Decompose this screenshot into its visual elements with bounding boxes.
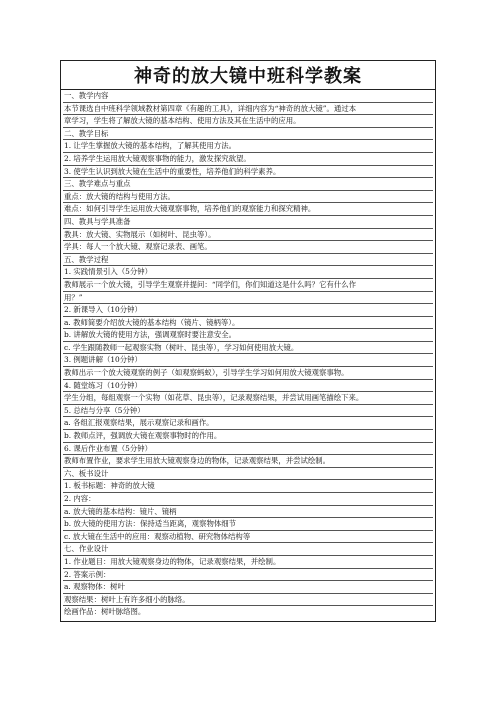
content-line: 6. 课后作业布置（5分钟）: [63, 443, 433, 456]
content-line: 3. 例题讲解（10分钟）: [63, 354, 433, 367]
content-line: 教师出示一个放大镜观察的例子（如观察蚂蚁），引导学生学习如何用放大镜观察事物。: [63, 367, 433, 380]
content-line: 学生分组，每组观察一个实物（如花草、昆虫等），记录观察结果，并尝试用画笔描绘下来。: [63, 392, 433, 405]
content-line: 教师布置作业，要求学生用放大镜观察身边的物体，记录观察结果，并尝试绘制。: [63, 455, 433, 468]
content-line: 3. 使学生认识到放大镜在生活中的重要性，培养他们的科学素养。: [63, 166, 433, 179]
content-line: 章学习，学生将了解放大镜的基本结构、使用方法及其在生活中的应用。: [63, 115, 433, 128]
content-line: 本节课选自中班科学领域教材第四章《有趣的工具》，详细内容为“神奇的放大镜”。通过本: [63, 103, 433, 116]
content-line: c. 学生跟随教师一起观察实物（树叶、昆虫等），学习如何使用放大镜。: [63, 342, 433, 355]
content-line: 四、教具与学具准备: [63, 216, 433, 229]
content-line: 五、教学过程: [63, 254, 433, 267]
content-line: a. 观察物体：树叶: [63, 581, 433, 594]
content-line: 1. 板书标题：神奇的放大镜: [63, 480, 433, 493]
content-line: b. 放大镜的使用方法：保持适当距离，观察物体细节: [63, 518, 433, 531]
content-line: b. 教师点评，强调放大镜在观察事物时的作用。: [63, 430, 433, 443]
content-line: b. 讲解放大镜的使用方法，强调观察时要注意安全。: [63, 329, 433, 342]
content-line: 七、作业设计: [63, 543, 433, 556]
content-line: a. 教师简要介绍放大镜的基本结构（镜片、镜柄等）。: [63, 317, 433, 330]
content-line: 绘画作品：树叶脉络图。: [64, 607, 146, 617]
page-title: 神奇的放大镜中班科学教案: [134, 66, 362, 87]
content-line: 六、板书设计: [63, 468, 433, 481]
content-line: 教师展示一个放大镜，引导学生观察并提问：“同学们，你们知道这是什么吗？它有什么作: [63, 279, 433, 292]
content-line: 1. 实践情景引入（5分钟）: [63, 266, 433, 279]
content-line: 三、教学难点与重点: [63, 178, 433, 191]
lesson-content: [61, 90, 435, 621]
content-line: 2. 培养学生运用放大镜观察事物的能力，激发探究欲望。: [63, 153, 433, 166]
content-line: a. 各组汇报观察结果，展示观察记录和画作。: [63, 417, 433, 430]
content-line: 学具：每人一个放大镜、观察记录表、画笔。: [63, 241, 433, 254]
content-line: 难点：如何引导学生运用放大镜观察事物，培养他们的观察能力和探究精神。: [63, 203, 433, 216]
content-line: 2. 内容：: [63, 493, 433, 506]
content-line: 4. 随堂练习（10分钟）: [63, 380, 433, 393]
content-line: c. 放大镜在生活中的应用：观察动植物、研究物体结构等: [63, 531, 433, 544]
content-line: 一、教学内容: [63, 90, 433, 103]
content-line: 5. 总结与分享（5分钟）: [63, 405, 433, 418]
content-line: a. 放大镜的基本结构：镜片、镜柄: [63, 506, 433, 519]
content-line: 1. 作业题目：用放大镜观察身边的物体，记录观察结果，并绘制。: [63, 556, 433, 569]
content-line: 2. 答案示例：: [63, 569, 433, 582]
content-line: 用？”: [63, 292, 433, 305]
content-line: 教具：放大镜、实物展示（如树叶、昆虫等）。: [63, 229, 433, 242]
content-line: 重点：放大镜的结构与使用方法。: [63, 191, 433, 204]
content-line: 观察结果：树叶上有许多细小的脉络。: [63, 594, 433, 607]
content-line: 2. 新课导入（10分钟）: [63, 304, 433, 317]
content-line: 1. 让学生掌握放大镜的基本结构，了解其使用方法。: [63, 140, 433, 153]
title-row: [61, 61, 435, 90]
content-line: 二、教学目标: [63, 128, 433, 141]
lesson-plan-table: [60, 60, 436, 622]
